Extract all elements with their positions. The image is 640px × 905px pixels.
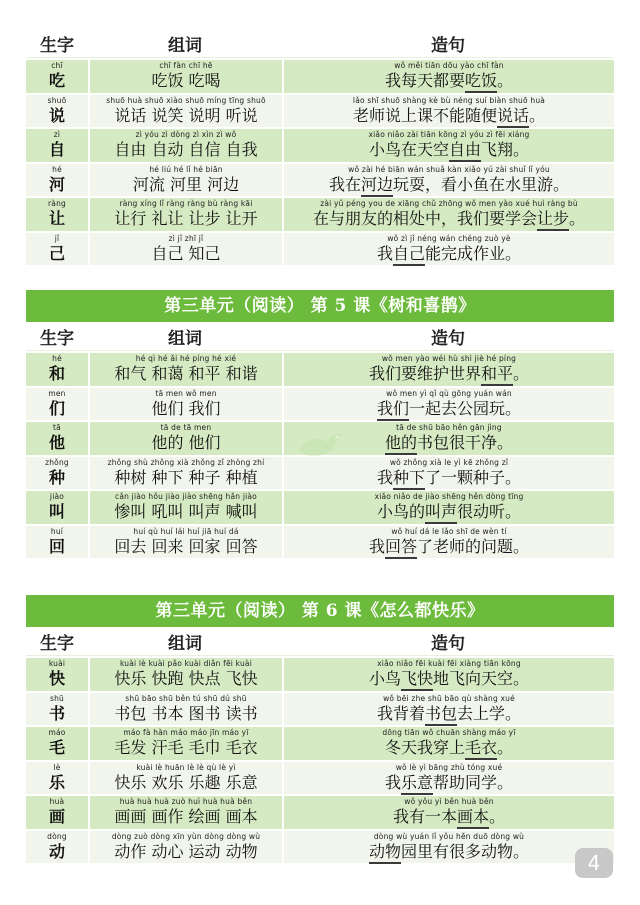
hanzi-text: 动 bbox=[48, 841, 65, 861]
hanzi-text: 乐 bbox=[48, 772, 65, 792]
header-sentence: 造句 bbox=[431, 35, 465, 56]
pinyin-text: ràng xíng lǐ ràng ràng bù ràng kāi bbox=[119, 199, 253, 208]
table-row bbox=[26, 794, 614, 829]
word-underline bbox=[385, 557, 417, 559]
pinyin-text: wǒ zì jǐ néng wán chéng zuò yè bbox=[387, 233, 511, 243]
hanzi-text: 自 bbox=[48, 140, 65, 159]
word-underline bbox=[497, 126, 529, 128]
hanzi-text: 我在河边玩耍，看小鱼在水里游。 bbox=[328, 174, 569, 194]
word-underline bbox=[537, 229, 569, 231]
hanzi-text: 他 bbox=[48, 433, 65, 452]
pinyin-text: zhǒng shù zhǒng xià zhǒng zǐ zhòng zhí bbox=[107, 457, 265, 467]
table-row bbox=[26, 386, 614, 421]
pinyin-text: kuài lè huān lè lè qù lè yì bbox=[136, 762, 236, 772]
hanzi-text: 种树 种下 种子 种植 bbox=[114, 467, 258, 487]
char-cell bbox=[26, 198, 88, 231]
hanzi-text: 老师说上课不能随便说话。 bbox=[352, 105, 545, 125]
header-sentence: 造句 bbox=[431, 328, 465, 349]
table-row bbox=[26, 691, 614, 726]
hanzi-text: 回 bbox=[48, 536, 65, 556]
sentence-cell bbox=[282, 233, 614, 266]
hanzi-text: 书包 书本 图书 读书 bbox=[114, 703, 258, 723]
hanzi-text: 小鸟在天空自由飞翔。 bbox=[368, 140, 529, 159]
hanzi-text: 们 bbox=[48, 398, 65, 418]
hanzi-text: 毛 bbox=[48, 738, 65, 757]
pinyin-text: hé liú hé lǐ hé biān bbox=[149, 164, 223, 174]
hanzi-text: 画画 画作 绘画 画本 bbox=[114, 807, 258, 826]
words-cell bbox=[88, 129, 282, 162]
hanzi-text: 毛发 汗毛 毛巾 毛衣 bbox=[114, 738, 258, 757]
words-cell bbox=[88, 796, 282, 829]
hanzi-text: 小鸟飞快地飞向天空。 bbox=[368, 669, 529, 688]
char-cell bbox=[26, 353, 88, 386]
table-body bbox=[26, 58, 614, 265]
pinyin-text: wǒ zhǒng xià le yì kē zhǒng zǐ bbox=[389, 457, 509, 467]
words-cell bbox=[88, 95, 282, 128]
pinyin-text: wǒ huí dá le lǎo shī de wèn tí bbox=[391, 526, 507, 536]
header-char: 生字 bbox=[40, 328, 74, 349]
hanzi-text: 他们 我们 bbox=[151, 398, 221, 418]
pinyin-text: cǎn jiào hǒu jiào jiào shēng hǎn jiào bbox=[115, 492, 257, 501]
words-cell bbox=[88, 762, 282, 795]
pinyin-text: xiǎo niǎo de jiào shēng hěn dòng tīng bbox=[374, 492, 524, 501]
word-underline bbox=[385, 453, 417, 455]
table-header bbox=[26, 322, 614, 351]
words-cell bbox=[88, 422, 282, 455]
pinyin-text: wǒ bēi zhe shū bāo qù shàng xué bbox=[383, 693, 515, 703]
char-cell bbox=[26, 831, 88, 864]
char-cell bbox=[26, 727, 88, 760]
word-underline bbox=[369, 862, 401, 864]
word-underline bbox=[425, 724, 457, 726]
table-row bbox=[26, 58, 614, 93]
hanzi-text: 在与朋友的相处中，我们要学会让步。 bbox=[312, 209, 585, 228]
pinyin-text: huà huà huà zuò huì huà huà běn bbox=[119, 797, 253, 806]
hanzi-text: 我背着书包去上学。 bbox=[376, 703, 521, 723]
pinyin-text: máo bbox=[48, 728, 66, 737]
char-cell bbox=[26, 658, 88, 691]
table-row bbox=[26, 93, 614, 128]
lesson-title: 第三单元（阅读） 第 6 课《怎么都快乐》 bbox=[26, 595, 614, 627]
pinyin-text: wǒ men yì qǐ qù gōng yuán wán bbox=[386, 388, 512, 398]
hanzi-text: 让行 礼让 让步 让开 bbox=[114, 209, 258, 228]
pinyin-text: chī bbox=[51, 61, 63, 70]
hanzi-text: 自己 知己 bbox=[151, 243, 221, 263]
pinyin-text: ràng bbox=[48, 199, 66, 208]
pinyin-text: kuài bbox=[48, 659, 66, 668]
words-cell bbox=[88, 198, 282, 231]
pinyin-text: zì yóu zì dòng zì xìn zì wǒ bbox=[135, 130, 237, 139]
hanzi-text: 画 bbox=[48, 807, 65, 826]
hanzi-text: 我有一本画本。 bbox=[392, 807, 505, 826]
hanzi-text: 和气 和蔼 和平 和谐 bbox=[114, 364, 258, 383]
pinyin-text: hé bbox=[52, 354, 62, 363]
char-cell bbox=[26, 526, 88, 559]
vocab-table-1 bbox=[26, 29, 614, 265]
pinyin-text: shuō bbox=[47, 95, 67, 105]
pinyin-text: xiǎo niǎo zài tiān kōng zì yóu zì fēi xiáng bbox=[368, 130, 530, 139]
word-underline bbox=[401, 689, 433, 691]
pinyin-text: wǒ yǒu yì běn huà běn bbox=[404, 797, 494, 806]
hanzi-text: 说话 说笑 说明 听说 bbox=[114, 105, 258, 125]
sentence-cell bbox=[282, 762, 614, 795]
words-cell bbox=[88, 233, 282, 266]
sentence-cell bbox=[282, 526, 614, 559]
header-words: 组词 bbox=[168, 35, 202, 56]
words-cell bbox=[88, 658, 282, 691]
table-row bbox=[26, 127, 614, 162]
pinyin-text: máo fà hàn máo máo jīn máo yī bbox=[123, 728, 249, 737]
pinyin-text: huí bbox=[50, 526, 64, 536]
header-words: 组词 bbox=[168, 328, 202, 349]
hanzi-text: 惨叫 吼叫 叫声 喊叫 bbox=[114, 502, 258, 521]
hanzi-text: 我们要维护世界和平。 bbox=[368, 364, 529, 383]
hanzi-text: 河 bbox=[48, 174, 65, 194]
sentence-cell bbox=[282, 491, 614, 524]
table-row bbox=[26, 760, 614, 795]
words-cell bbox=[88, 457, 282, 490]
hanzi-text: 和 bbox=[48, 364, 65, 383]
table-row bbox=[26, 196, 614, 231]
word-underline bbox=[481, 384, 513, 386]
pinyin-text: hé qì hé ǎi hé píng hé xié bbox=[135, 354, 237, 363]
char-cell bbox=[26, 693, 88, 726]
hanzi-text: 己 bbox=[48, 243, 65, 263]
pinyin-text: tā de shū bāo hěn gān jìng bbox=[396, 423, 502, 432]
hanzi-text: 我回答了老师的问题。 bbox=[368, 536, 529, 556]
pinyin-text: zì bbox=[53, 130, 61, 139]
pinyin-text: jǐ bbox=[54, 233, 60, 243]
char-cell bbox=[26, 129, 88, 162]
hanzi-text: 我乐意帮助同学。 bbox=[384, 772, 513, 792]
pinyin-text: kuài lè kuài pǎo kuài diǎn fēi kuài bbox=[119, 659, 253, 668]
vocab-table-2 bbox=[26, 290, 614, 558]
char-cell bbox=[26, 491, 88, 524]
table-row bbox=[26, 489, 614, 524]
hanzi-text: 说 bbox=[48, 105, 65, 125]
words-cell bbox=[88, 491, 282, 524]
pinyin-text: wǒ lè yì bāng zhù tóng xué bbox=[395, 762, 503, 772]
table-row bbox=[26, 524, 614, 559]
sentence-cell bbox=[282, 353, 614, 386]
pinyin-text: zì jǐ zhī jǐ bbox=[168, 233, 204, 243]
pinyin-text: lè bbox=[53, 762, 61, 772]
vocab-table-3 bbox=[26, 595, 614, 863]
sentence-cell bbox=[282, 388, 614, 421]
char-cell bbox=[26, 95, 88, 128]
table-body bbox=[26, 656, 614, 863]
char-cell bbox=[26, 762, 88, 795]
hanzi-text: 快乐 欢乐 乐趣 乐意 bbox=[114, 772, 258, 792]
hanzi-text: 河流 河里 河边 bbox=[132, 174, 240, 194]
pinyin-text: lǎo shī shuō shàng kè bù néng suí biàn shuō huà bbox=[352, 95, 546, 105]
hanzi-text: 动作 动心 运动 动物 bbox=[114, 841, 258, 861]
table-row bbox=[26, 656, 614, 691]
pinyin-text: shuō huà shuō xiào shuō míng tīng shuō bbox=[106, 95, 266, 105]
words-cell bbox=[88, 353, 282, 386]
word-underline bbox=[465, 91, 497, 93]
pinyin-text: jiào bbox=[49, 492, 65, 501]
char-cell bbox=[26, 233, 88, 266]
word-underline bbox=[377, 419, 409, 421]
words-cell bbox=[88, 60, 282, 93]
word-underline bbox=[361, 195, 393, 197]
pinyin-text: wǒ zài hé biān wán shuǎ kàn xiǎo yú zài shuǐ lǐ yóu bbox=[348, 164, 550, 174]
pinyin-text: dōng tiān wǒ chuān shàng máo yī bbox=[382, 728, 516, 737]
words-cell bbox=[88, 831, 282, 864]
table-row bbox=[26, 725, 614, 760]
pinyin-text: shū bāo shū běn tú shū dú shū bbox=[125, 693, 247, 703]
hanzi-text: 吃饭 吃喝 bbox=[151, 71, 221, 90]
hanzi-text: 叫 bbox=[48, 502, 65, 521]
hanzi-text: 快 bbox=[48, 669, 65, 688]
table-row bbox=[26, 351, 614, 386]
word-underline bbox=[425, 522, 457, 524]
pinyin-text: dòng bbox=[47, 831, 67, 841]
pinyin-text: zài yǔ péng you de xiāng chǔ zhōng wǒ men yào xué huì ràng bù bbox=[320, 199, 578, 208]
lesson-title: 第三单元（阅读） 第 5 课《树和喜鹊》 bbox=[26, 290, 614, 322]
sentence-cell bbox=[282, 95, 614, 128]
pinyin-text: tā bbox=[53, 423, 61, 432]
char-cell bbox=[26, 422, 88, 455]
pinyin-text: hé bbox=[52, 164, 62, 174]
table-header bbox=[26, 627, 614, 656]
hanzi-text: 我种下了一颗种子。 bbox=[376, 467, 521, 487]
word-underline bbox=[465, 758, 497, 760]
pinyin-text: xiǎo niǎo fēi kuài fēi xiàng tiān kōng bbox=[377, 659, 521, 668]
hanzi-text: 书 bbox=[48, 703, 65, 723]
hanzi-text: 吃 bbox=[48, 71, 65, 90]
pinyin-text: dòng zuò dòng xīn yùn dòng dòng wù bbox=[111, 831, 261, 841]
pinyin-text: huà bbox=[49, 797, 65, 806]
char-cell bbox=[26, 796, 88, 829]
table-row bbox=[26, 829, 614, 864]
pinyin-text: dòng wù yuán lǐ yǒu hěn duō dòng wù bbox=[373, 831, 525, 841]
table-header bbox=[26, 29, 614, 58]
words-cell bbox=[88, 164, 282, 197]
hanzi-text: 我们一起去公园玩。 bbox=[376, 398, 521, 418]
hanzi-text: 自由 自动 自信 自我 bbox=[114, 140, 258, 159]
pinyin-text: tā de tā men bbox=[160, 423, 212, 432]
word-underline bbox=[449, 160, 481, 162]
sentence-cell bbox=[282, 60, 614, 93]
words-cell bbox=[88, 526, 282, 559]
hanzi-text: 快乐 快跑 快点 飞快 bbox=[114, 669, 258, 688]
pinyin-text: wǒ měi tiān dōu yào chī fàn bbox=[394, 61, 504, 70]
char-cell bbox=[26, 388, 88, 421]
header-sentence: 造句 bbox=[431, 633, 465, 654]
pinyin-text: tā men wǒ men bbox=[155, 388, 217, 398]
hanzi-text: 种 bbox=[48, 467, 65, 487]
table-row bbox=[26, 162, 614, 197]
pinyin-text: men bbox=[48, 388, 66, 398]
hanzi-text: 小鸟的叫声很动听。 bbox=[376, 502, 521, 521]
hanzi-text: 他的书包很干净。 bbox=[384, 433, 513, 452]
sentence-cell bbox=[282, 658, 614, 691]
hanzi-text: 回去 回来 回家 回答 bbox=[114, 536, 258, 556]
sentence-cell bbox=[282, 831, 614, 864]
sentence-cell bbox=[282, 727, 614, 760]
pinyin-text: huí qù huí lái huí jiā huí dá bbox=[133, 526, 239, 536]
hanzi-text: 动物园里有很多动物。 bbox=[368, 841, 529, 861]
sentence-cell bbox=[282, 796, 614, 829]
pinyin-text: wǒ men yào wéi hù shì jiè hé píng bbox=[381, 354, 517, 363]
pinyin-text: shū bbox=[49, 693, 64, 703]
hanzi-text: 我自己能完成作业。 bbox=[376, 243, 521, 263]
hanzi-text: 冬天我穿上毛衣。 bbox=[384, 738, 513, 757]
sentence-cell bbox=[282, 198, 614, 231]
hanzi-text: 我每天都要吃饭。 bbox=[384, 71, 513, 90]
words-cell bbox=[88, 693, 282, 726]
table-row bbox=[26, 231, 614, 266]
header-char: 生字 bbox=[40, 633, 74, 654]
char-cell bbox=[26, 60, 88, 93]
page-number: 4 bbox=[575, 848, 613, 878]
sentence-cell bbox=[282, 693, 614, 726]
char-cell bbox=[26, 457, 88, 490]
header-char: 生字 bbox=[40, 35, 74, 56]
header-words: 组词 bbox=[168, 633, 202, 654]
words-cell bbox=[88, 388, 282, 421]
dove-watermark-icon bbox=[293, 428, 347, 464]
hanzi-text: 让 bbox=[48, 209, 65, 228]
word-underline bbox=[393, 488, 425, 490]
word-underline bbox=[457, 827, 489, 829]
pinyin-text: chī fàn chī hē bbox=[159, 61, 213, 70]
word-underline bbox=[393, 264, 425, 266]
word-underline bbox=[401, 793, 433, 795]
sentence-cell bbox=[282, 129, 614, 162]
char-cell bbox=[26, 164, 88, 197]
sentence-cell bbox=[282, 164, 614, 197]
pinyin-text: zhǒng bbox=[45, 457, 69, 467]
hanzi-text: 他的 他们 bbox=[151, 433, 221, 452]
words-cell bbox=[88, 727, 282, 760]
